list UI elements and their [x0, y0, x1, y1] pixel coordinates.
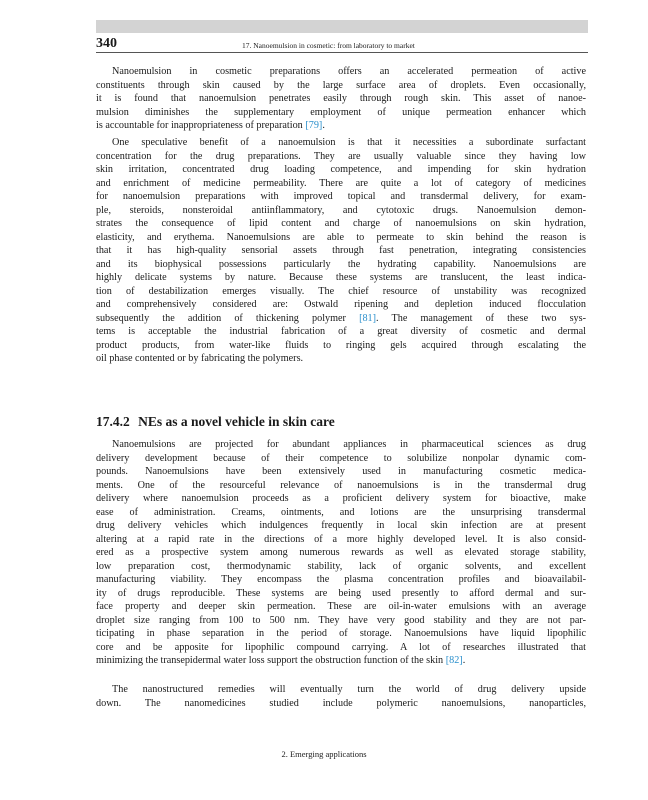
line-text: droplet size ranging from 100 to 500 nm. They have very good stability and they are not par-	[96, 614, 586, 626]
line-text: tion of destabilization emerges visually. The chief resource of unstability was recognized	[96, 285, 586, 297]
text-line	[96, 285, 586, 299]
line-text: .	[322, 120, 325, 131]
header-bar	[96, 20, 588, 33]
paragraph-nanostructured	[96, 683, 586, 710]
line-text: highly delicate systems by nature. Because these systems are translucent, the least indica-	[96, 272, 586, 283]
text-line	[96, 119, 586, 133]
text-line	[96, 641, 586, 655]
text-line	[96, 92, 586, 106]
text-line	[96, 654, 586, 668]
line-text: and its biophysical possessions particularly the hydrating capability. Nanoemulsions are	[96, 258, 586, 270]
paragraph-permeation	[96, 65, 586, 133]
line-text: it is found that nanoemulsion penetrates easily through rough skin. This asset of nanoe-	[96, 93, 586, 104]
text-line	[96, 683, 586, 697]
line-text: ments. One of the resourceful relevance of nanoemulsions is in the transdermal drug	[96, 479, 586, 491]
line-text: delivery where nanoemulsion proceeds as a proficient delivery system for bioactive, make	[96, 493, 586, 504]
text-line	[96, 163, 586, 177]
text-line	[96, 190, 586, 204]
text-line	[96, 600, 586, 614]
text-line	[96, 258, 586, 272]
line-text: The nanostructured remedies will eventually turn the world of drug delivery upside	[112, 684, 586, 695]
text-line	[96, 177, 586, 191]
text-line	[96, 79, 586, 93]
line-text: subsequently the addition of thickening polymer	[96, 312, 360, 324]
line-text: One speculative benefit of a nanoemulsion is that it necessities a subordinate surfactant	[112, 137, 586, 148]
line-text: strates the consequence of lipid content and charge of nanoemulsions on skin hydration,	[96, 218, 586, 229]
section-number: 17.4.2	[96, 414, 130, 429]
text-line	[96, 136, 586, 150]
line-text: mulsion diminishes the supplementary employment of unique permeation enhancer which	[96, 106, 586, 118]
citation-link[interactable]: [82]	[445, 655, 463, 666]
text-line	[96, 325, 586, 339]
line-text: minimizing the transepidermal water loss support the obstruction function of the skin	[96, 655, 446, 666]
text-line	[96, 506, 586, 520]
section-title: NEs as a novel vehicle in skin care	[138, 414, 335, 429]
line-text: that it has high-quality sensorial assets through fast penetration, integrating consistencies	[96, 245, 586, 256]
line-text: oil phase contented or by fabricating the polymers.	[96, 353, 304, 364]
line-text: delivery development because of their competence to solubilize nonpolar dynamic com-	[96, 452, 586, 464]
line-text: low preparation cost, thermodynamic stability, lack of organic solvents, and excellent	[96, 560, 586, 572]
text-line	[96, 614, 586, 628]
line-text: concentration for the drug preparations. They are usually valuable since they having low	[96, 150, 586, 162]
line-text: is accountable for inappropriateness of preparation	[96, 120, 306, 131]
line-text: core and be apposite for lipophilic compound carrying. A lot of researches illustrated that	[96, 641, 586, 653]
line-text: . The management of these two sys-	[376, 312, 586, 324]
text-line	[96, 546, 586, 560]
text-line	[96, 244, 586, 258]
text-line	[96, 231, 586, 245]
line-text: altering at a rapid rate in the directions of a more highly developed level. It is also consid-	[96, 533, 586, 545]
text-line	[96, 627, 586, 641]
text-line	[96, 533, 586, 547]
paragraph-vehicle	[96, 438, 586, 668]
text-line	[96, 560, 586, 574]
line-text: Nanoemulsions are projected for abundant appliances in pharmaceutical sciences as drug	[112, 439, 586, 450]
line-text: drug delivery vehicles which indulgences frequently in local skin infection are at present	[96, 520, 586, 531]
line-text: elasticity, and erythema. Nanoemulsions are able to permeate to skin behind the reason is	[96, 231, 586, 243]
line-text: ple, steroids, nonsteroidal antiinflammatory, and cytotoxic drugs. Nanoemulsion demon-	[96, 204, 586, 216]
header-rule	[96, 52, 588, 53]
text-line	[96, 339, 586, 353]
footer-part-title: 2. Emerging applications	[281, 749, 367, 759]
text-line	[96, 217, 586, 231]
section-heading	[96, 414, 335, 430]
text-line	[96, 65, 586, 79]
line-text: product products, from water-like fluids to ringing gels acquired through escalating the	[96, 339, 586, 351]
text-line	[96, 438, 586, 452]
paragraph-benefits	[96, 136, 586, 366]
text-line	[96, 312, 586, 326]
line-text: and comprehensively considered are: Ostwald ripening and depletion induced flocculation	[96, 299, 586, 310]
text-line	[96, 452, 586, 466]
text-line	[96, 465, 586, 479]
line-text: manufacturing viability. They encompass the plasma concentration profiles and bioavailabil-	[96, 574, 586, 585]
line-text: down. The nanomedicines studied include polymeric nanoemulsions, nanoparticles,	[96, 697, 586, 709]
text-line	[96, 573, 586, 587]
line-text: ticipating in phase separation in the period of storage. Nanoemulsions have liquid lipophilic	[96, 628, 586, 639]
text-line	[96, 352, 586, 366]
text-line	[96, 150, 586, 164]
line-text: constituents through skin caused by the large surface area of droplets. Even occasionally,	[96, 79, 586, 91]
text-line	[96, 479, 586, 493]
page-number: 340	[96, 36, 117, 51]
text-line	[96, 697, 586, 711]
text-line	[96, 204, 586, 218]
running-head: 17. Nanoemulsion in cosmetic: from laboratory to market	[242, 41, 415, 50]
citation-link[interactable]: [81]	[359, 312, 377, 324]
line-text: ease of administration. Creams, ointments, and lotions are the unsurprising transdermal	[96, 506, 586, 518]
line-text: ered as a prospective system among numerous rewards as well as elevated storage stability,	[96, 547, 586, 558]
line-text: face property and deeper skin permeation. These are oil-in-water emulsions with an average	[96, 601, 586, 612]
line-text: Nanoemulsion in cosmetic preparations offers an accelerated permeation of active	[112, 66, 586, 77]
text-line	[96, 271, 586, 285]
text-line	[96, 519, 586, 533]
line-text: and enrichment of medicine permeability. There are quite a lot of category of medicines	[96, 177, 586, 189]
line-text: for nanoemulsion preparations with improved topical and transdermal delivery, for exam-	[96, 191, 586, 202]
text-line	[96, 298, 586, 312]
line-text: .	[462, 655, 466, 666]
line-text: skin irritation, concentrated drug loading competence, and impending for skin hydration	[96, 164, 586, 175]
text-line	[96, 106, 586, 120]
citation-link[interactable]: [79]	[305, 120, 323, 131]
line-text: tems is acceptable the industrial fabrication of a great diversity of cosmetic and dermal	[96, 326, 586, 337]
text-line	[96, 492, 586, 506]
line-text: pounds. Nanoemulsions have been extensively used in manufacturing cosmetic medica-	[96, 466, 586, 477]
line-text: ity of drugs reproducible. These systems are being used presently to afford dermal and sur-	[96, 587, 586, 599]
text-line	[96, 587, 586, 601]
